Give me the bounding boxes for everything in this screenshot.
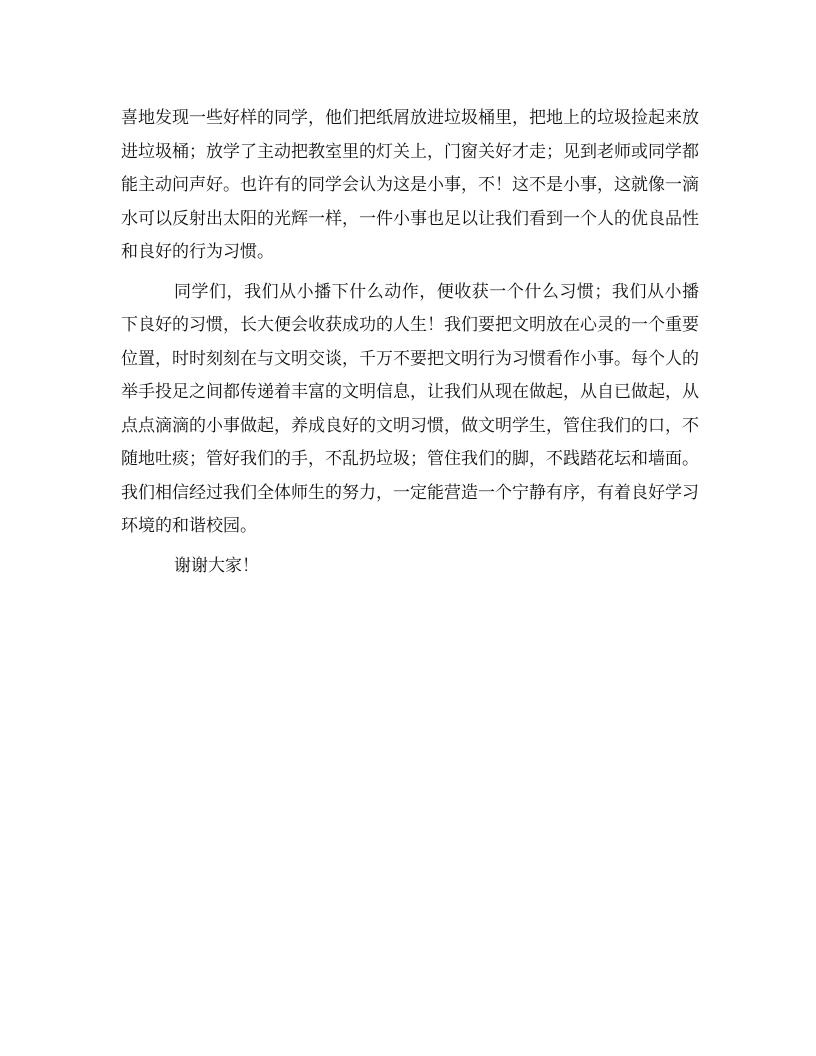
paragraph-habits: 同学们，我们从小播下什么动作，便收获一个什么习惯；我们从小播下良好的习惯，长大便会收获成功的人生！我们要把文明放在心灵的一个重要位置，时时刻刻在与文明交谈，千万不要把文明行为习惯看作小事。每个人的举手投足之间都传递着丰富的文明信息，让我们从现在做起，从自已做起，从点点滴滴的小事做起，养成良好的文明习惯，做文明学生，管住我们的口，不随地吐痰；管好我们的手，不乱扔垃圾；管住我们的脚，不践踏花坛和墙面。我们相信经过我们全体师生的努力，一定能营造一个宁静有序，有着良好学习环境的和谐校园。 — [121, 281, 699, 536]
closing-thanks: 谢谢大家！ — [174, 555, 259, 576]
document-body — [121, 102, 699, 589]
paragraph-continuation: 喜地发现一些好样的同学，他们把纸屑放进垃圾桶里，把地上的垃圾捡起来放进垃圾桶；放学了主动把教室里的灯关上，门窗关好才走；见到老师或同学都能主动问声好。也许有的同学会认为这是小事，不！这不是小事，这就像一滴水可以反射出太阳的光辉一样，一件小事也足以让我们看到一个人的优良品性和良好的行为习惯。 — [121, 108, 699, 262]
